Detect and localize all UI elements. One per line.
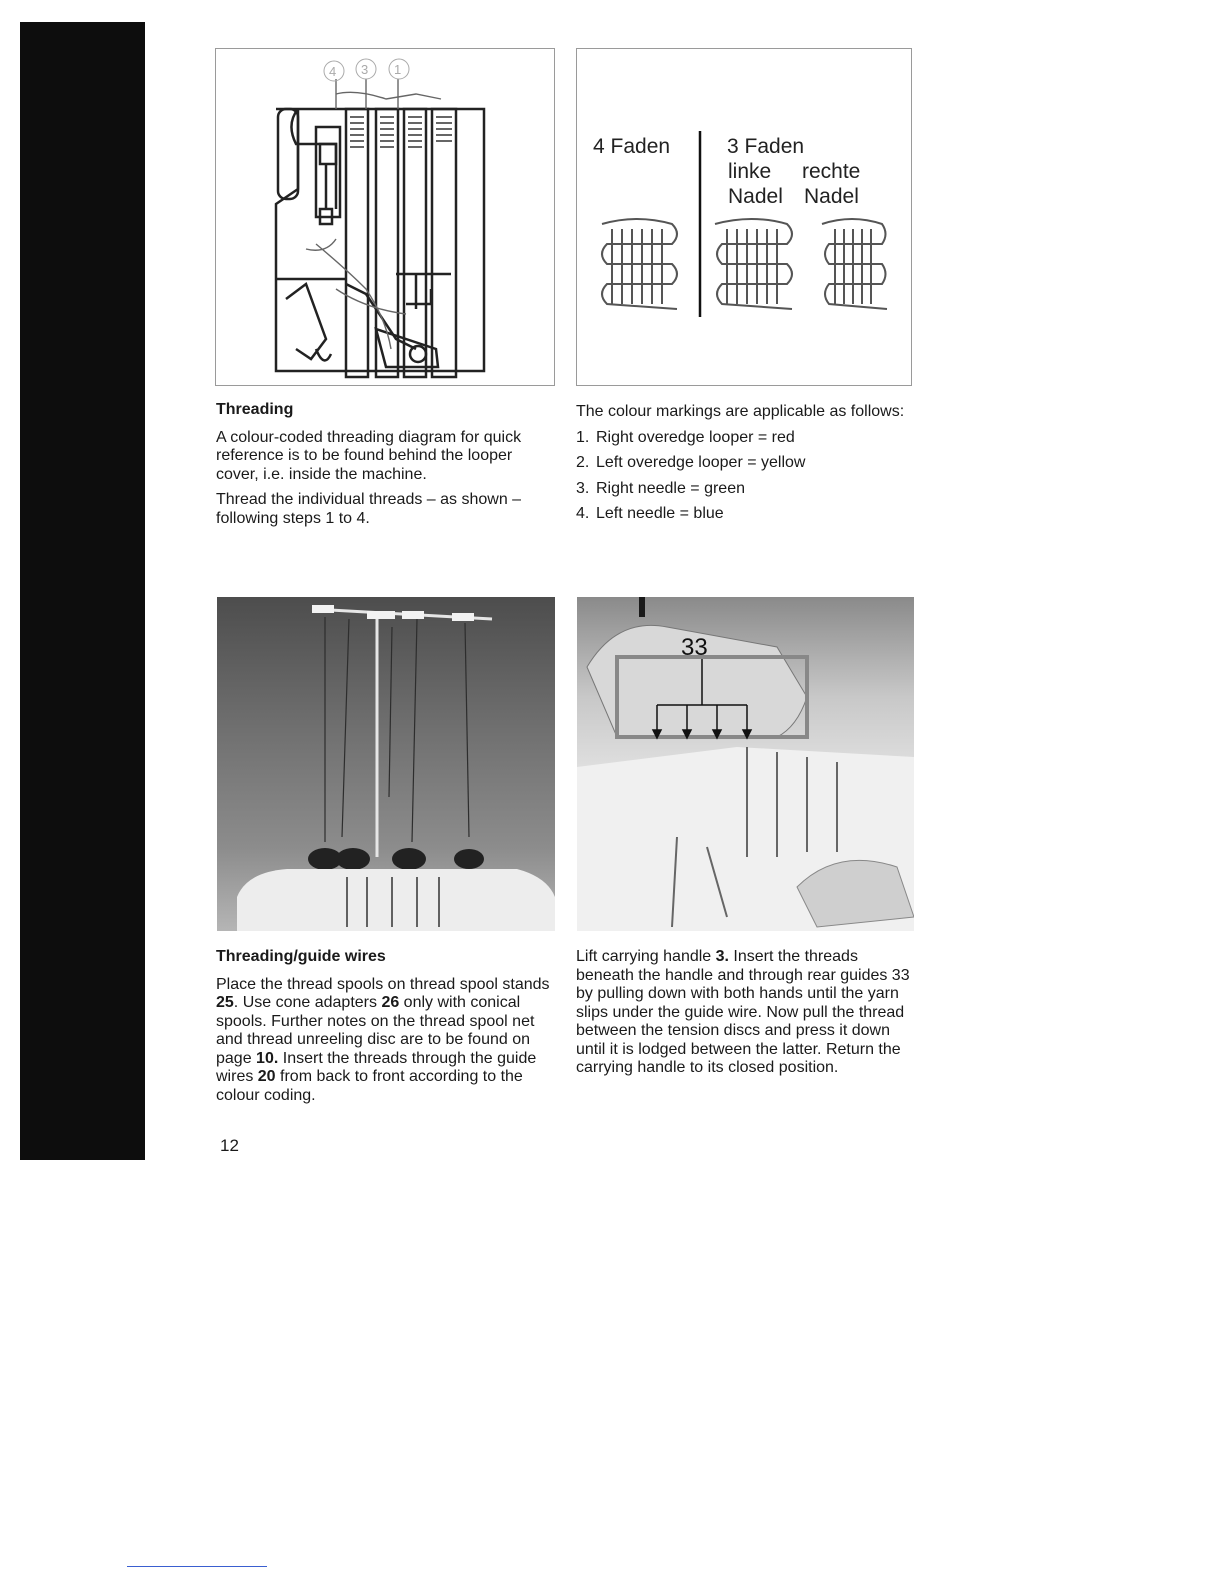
guide-wires-heading: Threading/guide wires bbox=[216, 948, 386, 965]
list-item: 2. Left overedge looper = yellow bbox=[576, 454, 806, 471]
threading-paragraph-1: A colour-coded threading diagram for quick reference is to be found behind the looper cover, i.e. inside the machine. bbox=[216, 428, 522, 483]
footer-rule bbox=[127, 1566, 267, 1567]
list-item: 4. Left needle = blue bbox=[576, 505, 724, 522]
threading-paragraph-2: Thread the individual threads – as shown – following steps 1 to 4. bbox=[216, 491, 522, 527]
four-thread-stitch-icon bbox=[602, 219, 677, 309]
threading-section bbox=[216, 401, 556, 535]
scan-binding-edge bbox=[20, 22, 145, 1160]
right-needle-label-line1: rechte bbox=[802, 160, 861, 183]
diagram-callout-1: 1 bbox=[394, 62, 402, 77]
thread-stitch-chart bbox=[576, 48, 912, 386]
left-needle-stitch-icon bbox=[715, 219, 792, 309]
thread-spool-stand-photo bbox=[217, 597, 555, 931]
threading-heading: Threading bbox=[216, 401, 294, 418]
serger-threading-illustration bbox=[216, 49, 554, 385]
guide-wires-section bbox=[216, 948, 556, 1112]
carrying-handle-paragraph: Lift carrying handle 3. Insert the threads beneath the handle and through rear guides 33 by pulling down with both hands until the yarn slips under the guide wire. Now pull the thread between the tension discs and press it down until it is lodged between the latter. Return the carrying handle to its closed position. bbox=[576, 948, 910, 1076]
list-item: 3. Right needle = green bbox=[576, 479, 745, 497]
diagram-callout-3: 3 bbox=[361, 62, 369, 77]
guide-wires-paragraph: Place the thread spools on thread spool stands 25. Use cone adapters 26 only with conical spools. Further notes on the thread spool net and thread unreeling disc are to be found on page 10. Insert the threads through the guide wires 20 from back to front according to the colour coding. bbox=[216, 975, 550, 1104]
colour-markings-intro: The colour markings are applicable as follows: bbox=[576, 403, 905, 420]
list-item: 1. Right overedge looper = red bbox=[576, 428, 795, 446]
left-needle-label-line2: Nadel bbox=[728, 185, 783, 208]
carrying-handle-photo bbox=[577, 597, 914, 931]
diagram-callout-4: 4 bbox=[329, 64, 337, 79]
threading-diagram bbox=[215, 48, 555, 386]
right-needle-label-line2: Nadel bbox=[804, 185, 859, 208]
stitch-diagram bbox=[577, 49, 911, 385]
right-needle-stitch-icon bbox=[822, 219, 887, 309]
rear-guides-callout: 33 bbox=[681, 634, 708, 661]
carrying-handle-section bbox=[576, 948, 916, 1085]
page-number: 12 bbox=[220, 1136, 239, 1155]
colour-markings-section bbox=[576, 403, 916, 531]
three-thread-label: 3 Faden bbox=[727, 135, 805, 158]
colour-markings-list bbox=[576, 429, 916, 524]
left-needle-label-line1: linke bbox=[728, 160, 772, 183]
four-thread-label: 4 Faden bbox=[593, 135, 671, 158]
